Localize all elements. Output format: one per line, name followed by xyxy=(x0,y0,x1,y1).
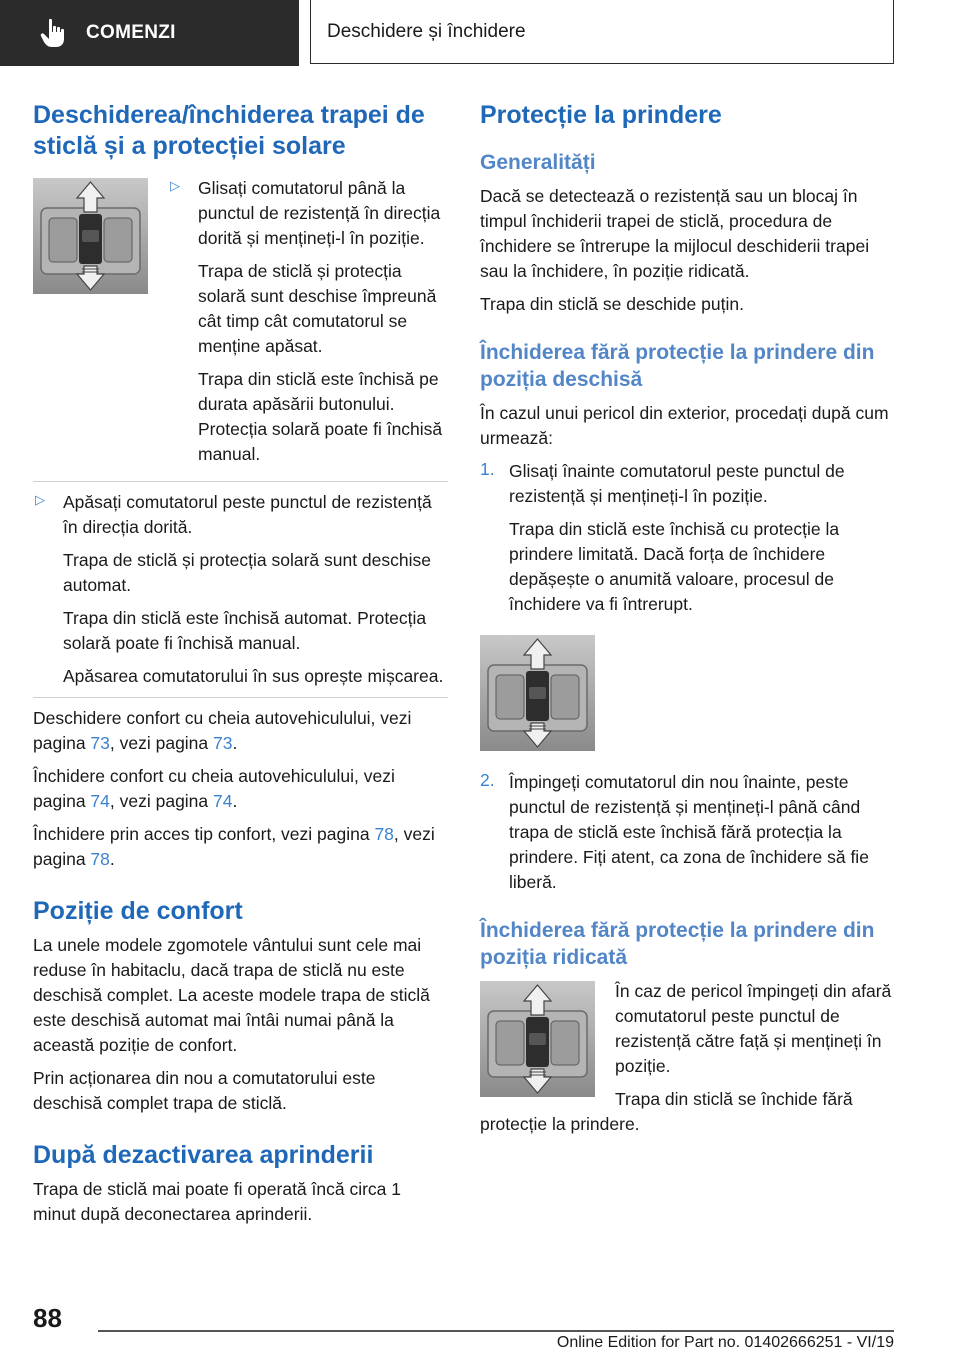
subheading-open-position: Închiderea fără protecție la prindere din poziția deschisă xyxy=(480,341,875,391)
instruction-text: Apăsarea comutatorului în sus oprește mișcarea. xyxy=(63,666,444,686)
triangle-bullet-icon: ▷ xyxy=(170,178,180,193)
section-heading-sunroof: Deschiderea/închiderea trapei de sticlă și a protecției solare xyxy=(33,101,425,160)
instruction-text: Trapa din sticlă este închisă pe durata apăsării butonului. Protecția solară poate fi închisă manual. xyxy=(198,369,443,464)
divider xyxy=(33,697,448,698)
subheading-raised-position: Închiderea fără protecție la prindere din poziția ridicată xyxy=(480,919,875,969)
instruction-text: Trapa de sticlă și protecția solară sunt deschise automat. xyxy=(63,550,432,595)
paragraph: Trapa din sticlă se închide fără protecție la prindere. xyxy=(480,1089,853,1134)
paragraph: Trapa de sticlă mai poate fi operată încă circa 1 minut după deconectarea aprinderii. xyxy=(33,1179,402,1224)
instruction-text: Împingeți comutatorul din nou înainte, peste punctul de rezistență și mențineți-l până când trapa de sticlă este închisă fără protecția la prindere. Fiți atent, ca zona de închidere să fie liberă. xyxy=(509,772,869,892)
subheading-general: Generalități xyxy=(480,151,596,174)
page-link[interactable]: 78 xyxy=(90,849,110,869)
switch-illustration xyxy=(480,635,595,751)
list-item xyxy=(480,770,896,895)
instruction-text: Glisați comutatorul până la punctul de rezistență în direcția dorită și mențineți-l în poziție. xyxy=(198,178,441,248)
left-column xyxy=(33,100,448,1235)
page-number: 88 xyxy=(33,1303,62,1333)
chapter-tab xyxy=(310,0,894,64)
hand-pointer-icon xyxy=(40,18,66,48)
page-link[interactable]: 74 xyxy=(213,791,233,811)
list-item xyxy=(480,459,896,617)
instruction-text: Apăsați comutatorul peste punctul de rezistență în direcția dorită. xyxy=(63,492,432,537)
paragraph: Trapa din sticlă se deschide puțin. xyxy=(480,294,744,314)
step-number: 2. xyxy=(480,770,495,790)
cross-reference: Închidere prin acces tip confort, vezi pagina 78, vezi pagina 78. xyxy=(33,824,435,869)
section-heading-pinch: Protecție la prindere xyxy=(480,101,722,129)
cross-reference: Închidere confort cu cheia autovehiculului, vezi pagina 74, vezi pagina 74. xyxy=(33,766,395,811)
divider xyxy=(33,481,448,482)
triangle-bullet-icon: ▷ xyxy=(35,492,45,507)
edition-note: Online Edition for Part no. 01402666251 - VI/19 xyxy=(556,1334,894,1351)
instruction-text: Trapa din sticlă este închisă cu protecție la prindere limitată. Dacă forța de închidere depășește o anumită valoare, procesul de închidere va fi întrerupt. xyxy=(509,519,840,614)
page-link[interactable]: 73 xyxy=(90,733,110,753)
paragraph: Dacă se detectează o rezistență sau un blocaj în timpul închiderii trapei de sticlă, procedura de închidere se întrerupe la mijlocul deschiderii trapei sau la închidere, în poziție ridicată. xyxy=(480,186,870,281)
cross-reference: Deschidere confort cu cheia autovehiculului, vezi pagina 73, vezi pagina 73. xyxy=(33,708,412,753)
step-number: 1. xyxy=(480,459,495,479)
chapter-title: Deschidere și închidere xyxy=(327,20,526,42)
page-link[interactable]: 73 xyxy=(213,733,233,753)
instruction-text: Glisați înainte comutatorul peste punctul de rezistență și mențineți-l în poziție. xyxy=(509,461,845,506)
page-header xyxy=(0,0,960,66)
section-heading-comfort: Poziție de confort xyxy=(33,897,243,925)
switch-illustration xyxy=(33,178,148,294)
paragraph: La unele modele zgomotele vântului sunt cele mai reduse în habitaclu, dacă trapa de sticlă nu este deschisă complet. La aceste modele trapa de sticlă este deschisă automat mai întâi numai până la această poziție de confort. xyxy=(33,935,430,1055)
switch-illustration xyxy=(480,981,595,1097)
paragraph: În cazul unui pericol din exterior, procedați după cum urmează: xyxy=(480,403,889,448)
footer-rule xyxy=(98,1330,894,1332)
instruction-text: Trapa de sticlă și protecția solară sunt deschise împreună cât timp cât comutatorul se menține apăsat. xyxy=(198,261,437,356)
paragraph: În caz de pericol împingeți din afară comutatorul peste punctul de rezistență către față și mențineți în poziție. xyxy=(615,981,892,1076)
instruction-block-1 xyxy=(33,176,448,475)
page-link[interactable]: 74 xyxy=(90,791,110,811)
list-item xyxy=(168,176,448,467)
section-heading-ignition: După dezactivarea aprinderii xyxy=(33,1141,374,1169)
right-column xyxy=(480,100,896,1145)
section-label: COMENZI xyxy=(86,22,176,43)
page-link[interactable]: 78 xyxy=(374,824,394,844)
paragraph: Prin acționarea din nou a comutatorului este deschisă complet trapa de sticlă. xyxy=(33,1068,376,1113)
instruction-text: Trapa din sticlă este închisă automat. Protecția solară poate fi închisă manual. xyxy=(63,608,427,653)
list-item xyxy=(33,490,448,689)
section-tab xyxy=(0,0,299,66)
